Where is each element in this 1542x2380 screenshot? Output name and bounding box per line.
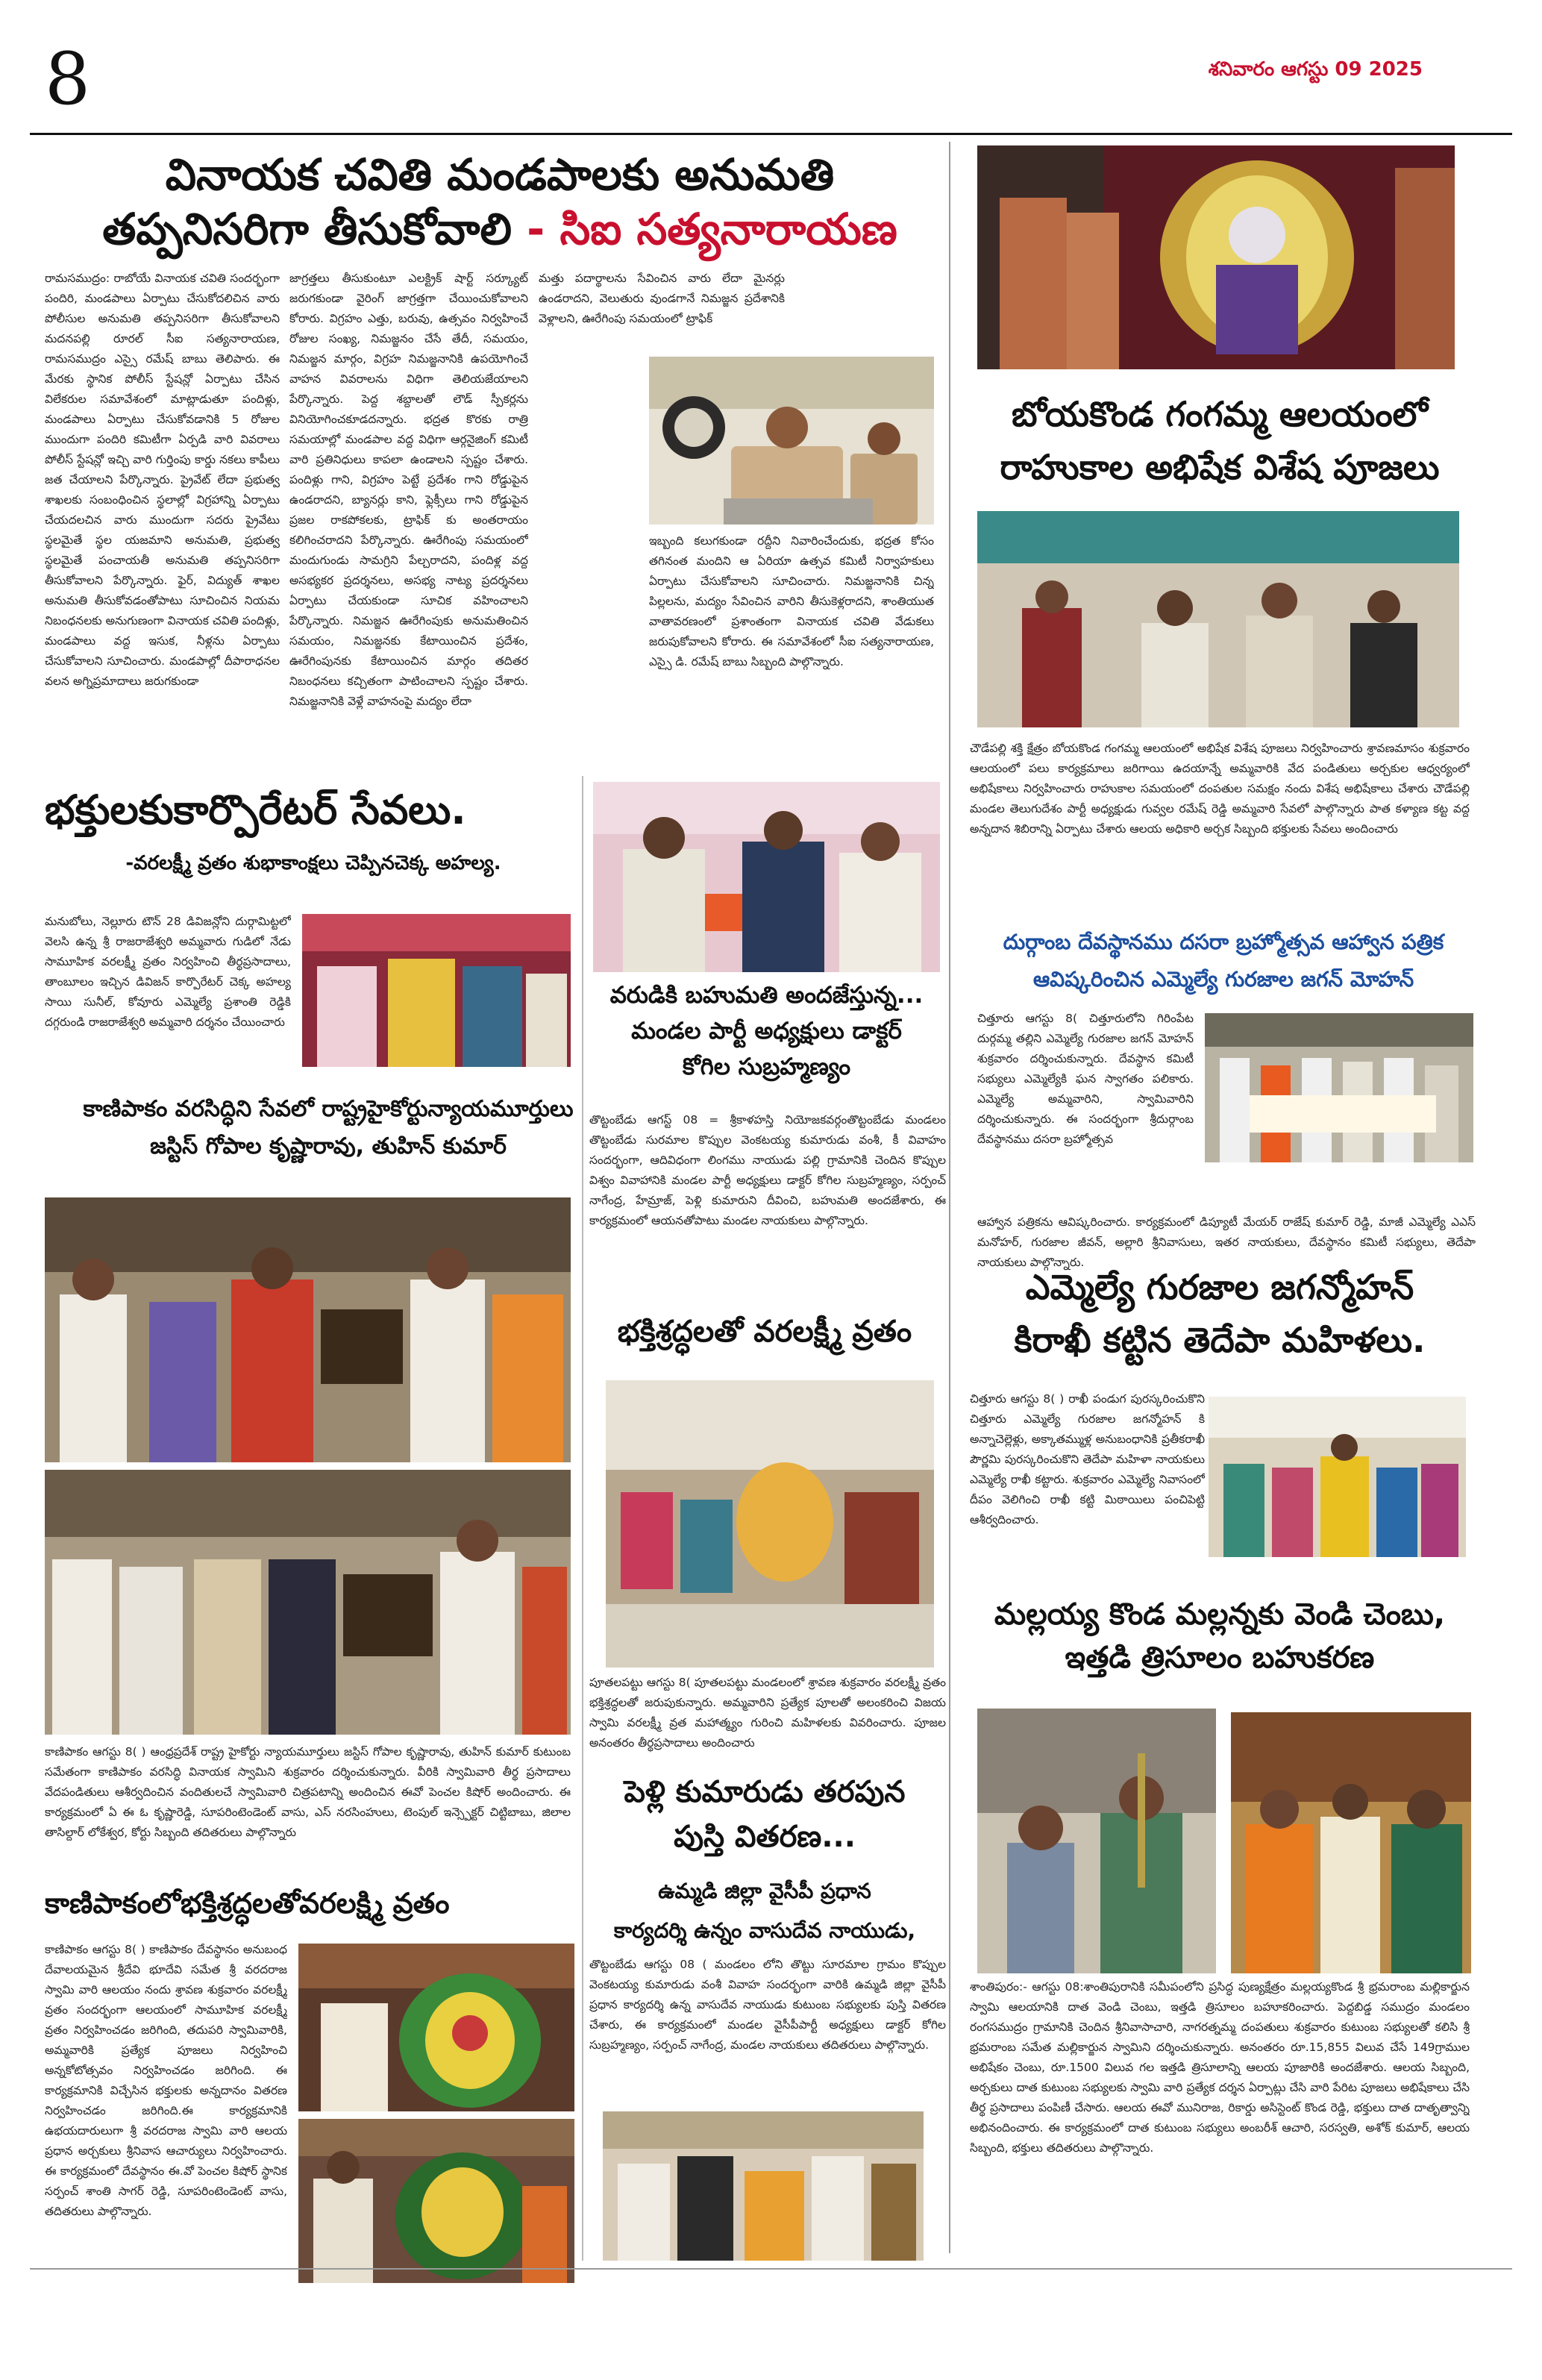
art1-column-3-bottom: ఇబ్బంది కలుగకుండా రద్దీని నివారించేందుకు, భద్రత కోసం తగినంత మందిని ఆ ఏరియా ఉత్సవ కమిటీ నిర్వాహకులు ఏర్పాటు చేసుకోవాలని సూచించారు. నిమజ్జనానికి చిన్న పిల్లలను, మద్యం సేవించిన వారిని తీసుకెళ్లరాదని, శాంతియుత వాతావరణంలో ప్రశాంతంగా వినాయక చవితి వేడుకలు జరుపుకోవాలని కోరారు. ఈ సమావేశంలో సీఐ సత్యనారాయణ, ఎస్సై డి. రమేష్ బాబు సిబ్బంది పాల్గొన్నారు. — [649, 534, 934, 668]
art4-body: చిత్తూరు ఆగస్టు 8( ) రాఖీ పండుగ పురస్కరించుకొని చిత్తూరు ఎమ్మెల్యే గురజాల జగన్మోహన్ కి అన్నాచెల్లెళ్లు, అక్కాతమ్ముళ్ల అనుబంధానికి ప్రతీకరాఖీ పౌర్ణమి పురస్కరించుకొని తెదేపా మహిళా నాయకులు ఎమ్మెల్యే రాఖీ కట్టారు. శుక్రవారం ఎమ్మెల్యే నివాసంలో దీపం వెలిగించి రాఖీ కట్టి మిఠాయిలు పంచిపెట్టి ఆశీర్వదించారు. — [970, 1392, 1205, 1526]
art6-body: మనుబోలు, నెల్లూరు టౌన్ 28 డివిజన్లోని దుర్గామిట్టలో వెలసి ఉన్న శ్రీ రాజరాజేశ్వరి అమ్మవారు గుడిలో నేడు సామూహిక వరలక్ష్మీ వ్రతం నిర్వహించి తీర్థప్రసాదాలు, తాంబూలం ఇచ్చిన డివిజన్ కార్పొరేటర్ చెక్క అహల్య సాయి సునీల్, కోవూరు ఎమ్మెల్యే ప్రశాంతి రెడ్డికి దగ్గరుండి రాజరాజేశ్వరి అమ్మవారి దర్శనం చేయించారు — [45, 915, 291, 1029]
art8-body: కాణిపాకం ఆగస్టు 8( ) కాణిపాకం దేవస్థానం అనుబంధ దేవాలయమైన శ్రీదేవి భూదేవి సమేత శ్రీ వరదరాజ స్వామి వారి ఆలయం నందు శ్రావణ శుక్రవారం వరలక్ష్మీ వ్రతం సందర్భంగా ఆలయంలో సామూహిక వరలక్ష్మీ వ్రతం నిర్వహించడం జరిగింది, తదుపరి స్వామివారికి, అమ్మవారికి ప్రత్యేక పూజలు నిర్వహించి అన్నకోటోత్సవం నిర్వహించడం జరిగింది. ఈ కార్యక్రమానికి విచ్చేసిన భక్తులకు అన్నదానం వితరణ నిర్వహించడం జరిగింది.ఈ కార్యక్రమానికి ఉభయదారులుగా శ్రీ వరదరాజ స్వామి వారి ఆలయ ప్రధాన అర్చకులు శ్రీనివాస ఆచార్యులు నిర్వహించారు. ఈ కార్యక్రమంలో దేవస్థానం ఈ.వో పెంచల కిషోర్ స్థానిక సర్పంచ్ శాంతి సాగర్ రెడ్డి, సూపరింటెండెంట్ వాసు, తదితరులు పాల్గొన్నారు. — [45, 1943, 287, 2218]
art8-photo-vratham-1 — [298, 1944, 574, 2111]
art10-body: పూతలపట్టు ఆగస్టు 8( పూతలపట్టు మండలంలో శ్రావణ శుక్రవారం వరలక్ష్మీ వ్రతం భక్తిశ్రద్ధలతో జరుపుకున్నారు. అమ్మవారిని ప్రత్యేక పూలతో అలంకరించి విజయ స్వామి వరలక్ష్మీ వ్రత మహాత్మ్యం గురించి మహిళలకు వివరించారు. పూజల అనంతరం తీర్థప్రసాదాలు అందించారు — [589, 1676, 946, 1750]
art1-photo-police — [649, 357, 934, 524]
art1-column-2: జాగ్రత్తలు తీసుకుంటూ ఎలక్ట్రిక్ షార్ట్ సర్క్యూట్ జరుగకుండా వైరింగ్ జాగ్రత్తగా చేయించుకోవాలని కోరారు. విగ్రహం ఎత్తు, బరువు, ఉత్సవం నిర్వహించే రోజుల సంఖ్య, నిమజ్జనం చేసే తేదీ, సమయం, నిమజ్జన మార్గం, విగ్రహ నిమజ్జనానికి ఉపయోగించే వాహన వివరాలను విధిగా తెలియజేయాలని పేర్కొన్నారు. పెద్ద శబ్దాలతో లౌడ్ స్పీకర్లను వినియోగించకూడదన్నారు. భద్రత కొరకు రాత్రి సమయాల్లో మండపాల వద్ద విధిగా ఆర్గనైజింగ్ కమిటీ వారి ప్రతినిధులు కాపలా ఉండాలని స్పష్టం చేశారు. పందిళ్లు గాని, విగ్రహం పెట్టే ప్రదేశం గాని రోడ్డుపైన ఉండరాదని, బ్యానర్లు కాని, ఫ్లెక్సీలు గాని రోడ్డుపైన ప్రజల రాకపోకలకు, ట్రాఫిక్ కు అంతరాయం కలిగించరాదని పేర్కొన్నారు. ఊరేగింపు సమయంలో మందుగుండు సామగ్రిని పేల్చరాదని, పందిళ్ల వద్ద అసభ్యకర ప్రదర్శనలు, అసభ్య నాట్య ప్రదర్శనలు ఏర్పాటు చేయకుండా సూచిక వహించాలని పేర్కొన్నారు. నిమజ్జన ఊరేగింపుకు అనుమతించిన సమయం, నిమజ్జనకు కేటాయించిన ప్రదేశం, ఊరేగింపునకు కేటాయించిన మార్గం తదితర నిబంధనలు కచ్చితంగా పాటించాలని స్పష్టం చేశారు. నిమజ్జనానికి వెళ్లే వాహనంపై మద్యం లేదా — [289, 272, 528, 708]
art4-headline: ఎమ్మెల్యే గురజాల జగన్మోహన్ కిరాఖీ కట్టిన తెదేపా మహిళలు. — [1014, 1267, 1426, 1361]
column-divider — [949, 142, 950, 2253]
art8-photo-vratham-2 — [298, 2119, 574, 2283]
art7-headline: కాణిపాకం వరసిద్ధిని సేవలో రాష్ట్రహైకోర్టున్యాయమూర్తులు జస్టిస్ గోపాల కృష్ణారావు, తుహిన్ కుమార్ — [83, 1096, 574, 1159]
art3-body-left: చిత్తూరు ఆగస్టు 8( చిత్తూరులోని గిరింపేట దుర్గమ్మ తల్లిని ఎమ్మెల్యే గురజాల జగన్ మోహన్ శుక్రవారం దర్శించుకున్నారు. దేవస్థాన కమిటీ సభ్యులు ఎమ్మెల్యేకి ఘన స్వాగతం పలికారు. ఎమ్మెల్యే అమ్మవారిని, స్వామివారిని దర్శించుకున్నారు. ఈ సందర్భంగా శ్రీదుర్గాంబ దేవస్థానము దసరా బ్రహ్మోత్సవ — [977, 1012, 1194, 1146]
art5-photo-donors — [1231, 1712, 1471, 1973]
art9-photo-gift — [593, 782, 940, 972]
art2-photo-devotees — [977, 511, 1459, 727]
art6-photo-temple — [302, 914, 571, 1067]
art9-body: తొట్టంబేడు ఆగస్ట్ 08 = శ్రీకాళహస్తి నియోజకవర్గంతొట్టంబేడు మండలం తొట్టంబేడు సురమాల కొప్పుల వెంకటయ్య కుమారుడు వంశీ, కీ వివాహం సందర్భంగా, ఆదివిధంగా లింగము నాయుడు పల్లి గ్రామానికి చెందిన కొప్పుల విశ్వం వివాహానికి మండల పార్టీ అధ్యక్షులు డాక్టర్ కోగిల సుబ్రహ్మణ్యం, సర్పంచ్ నాగేంద్ర, హేమ్రాజ్, పెళ్లి కుమారుని దీవించి, బహుమతి అందజేశారు, ఈ కార్యక్రమంలో ఆయనతోపాటు మండల నాయకులు పాల్గొన్నారు. — [589, 1113, 946, 1227]
art10-headline: భక్తిశ్రద్ధలతో వరలక్ష్మీ వ్రతం — [617, 1315, 912, 1349]
footer-rule — [30, 2268, 1512, 2270]
masthead-rule — [30, 133, 1512, 135]
art11-body: తొట్టంబేడు ఆగస్టు 08 ( మండలం లోని తొట్టు సూరమాల గ్రామం కొప్పుల వెంకటయ్య కుమారుడు వంశీ వివాహ సందర్భంగా వారికి ఉమ్మడి జిల్లా వైసీపీ ప్రధాన కార్యదర్శి ఉన్న వాసుదేవ నాయుడు కుటుంబ సభ్యులకు పుస్తి వితరణ చేశారు, ఈ కార్యక్రమంలో మండల వైసీపీపార్టీ అధ్యక్షులు డాక్టర్ కోగిల సుబ్రహ్మణ్యం, సర్పంచ్ నాగేంద్ర, మండల నాయకులు తదితరులు పాల్గొన్నారు. — [589, 1958, 946, 2052]
page-number: 8 — [45, 37, 91, 121]
art5-body: శాంతిపురం:- ఆగస్టు 08:శాంతిపురానికి సమీపంలోని ప్రసిద్ధ పుణ్యక్షేత్రం మల్లయ్యకొండ శ్రీ భ్రమరాంబ మల్లికార్జున స్వామి ఆలయానికి దాత వెండి చెంబు, ఇత్తడి త్రిసూలం బహూకరించారు. పెద్దబిడ్డ సముద్రం మండలం రంగసముద్రం గ్రామానికి చెందిన శ్రీనివాసాచారి, నాగరత్నమ్మ దంపతులు శుక్రవారం కుటుంబ సభ్యులతో కలిసి శ్రీ భ్రమరాంబ సమేత మల్లికార్జున స్వామిని దర్శించుకున్నారు. అనంతరం రూ.15,855 విలువ చేసే 149గ్రాముల అభిషేకం చెంబు, రూ.1500 విలువ గల ఇత్తడి త్రిసూలాన్ని ఆలయ పూజారికి అందజేశారు. ఆలయ సిబ్బంది, అర్చకులు దాత కుటుంబ సభ్యులకు స్వామి వారి ప్రత్యేక దర్శన ఏర్పాట్లు చేసి వారి పేరిట పూజలు అభిషేకాలు చేసి తీర్థ ప్రసాదాలు పంపిణీ చేసారు. ఆలయ ఈవో మునిరాజ, రికార్డు అసిస్టెంట్ కొండ రెడ్డి, భక్తులు దాత దాతృత్వాన్ని అభినందించారు. ఈ కార్యక్రమంలో దాత కుటుంబ సభ్యులు అంబరీశ్ ఆచారి, సరస్వతి, అశోక్ కుమార్, ఆలయ సిబ్బంది, భక్తులు తదితరులు పాల్గొన్నారు. — [970, 1980, 1470, 2155]
art1-column-1: రామసముద్రం: రాబోయే వినాయక చవితి సందర్భంగా పందిరి, మండపాలు ఏర్పాటు చేసుకోదలిచిన వారు పోలీసుల అనుమతి తప్పనిసరిగా తీసుకోవాలని మదనపల్లి రూరల్ సీఐ సత్యనారాయణ, రామసముద్రం ఎస్సై రమేష్ బాబు తెలిపారు. ఈ మేరకు స్థానిక పోలీస్ స్టేషన్లో ఏర్పాటు చేసిన విలేకరుల సమావేశంలో మాట్లాడుతూ పందిళ్లు, మండపాలు ఏర్పాటు చేసుకోవడానికి 5 రోజుల ముందుగా పందిరి కమిటీగా ఏర్పడి వారి వివరాలు పోలీస్ స్టేషన్లో ఇచ్చి వారి గుర్తింపు కార్డు నకలు కాపీలు జత చేయాలని పేర్కొన్నారు. ప్రైవేట్ లేదా ప్రభుత్వ శాఖలకు సంబంధించిన స్థలాల్లో విగ్రహాన్ని ఏర్పాటు చేయదలచిన వారు ముందుగా సదరు ప్రైవేటు స్థలమైతే స్థల యజమాని అనుమతి, ప్రభుత్వ స్థలమైతే పంచాయతీ అనుమతి తప్పనిసరిగా తీసుకోవాలని పేర్కొన్నారు. ఫైర్, విద్యుత్ శాఖల అనుమతి తీసుకోవడంతోపాటు సూచించిన నియమ నిబంధనలకు అనుగుణంగా వినాయక చవితి పందిళ్లు, మండపాలు వద్ద ఇసుక, నీళ్లను ఏర్పాటు చేసుకోవాలని సూచించారు. మండపాల్లో దీపారాధనల వలన అగ్నిప్రమాదాలు జరుగకుండా — [45, 272, 280, 688]
art4-photo-rakhi — [1209, 1397, 1466, 1557]
art1-headline: వినాయక చవితి మండపాలకు అనుమతి తప్పనిసరిగా తీసుకోవాలి - సిఐ సత్యనారాయణ — [102, 149, 897, 254]
art6-subhead: -వరలక్ష్మీ వ్రతం శుభాకాంక్షలు చెప్పినచెక్క అహల్య. — [125, 852, 501, 874]
art3-photo-invitation — [1205, 1013, 1473, 1162]
art6-headline: భక్తులకుకార్పొరేటర్ సేవలు. — [45, 786, 466, 833]
art11-headline: పెళ్లి కుమారుడు తరపున పుస్తి వితరణ... — [624, 1775, 906, 1854]
art8-headline: కాణిపాకంలోభక్తిశ్రద్ధలతోవరలక్ష్మి వ్రతం — [45, 1887, 450, 1920]
art2-body: చౌడేపల్లి శక్తి క్షేత్రం బోయకొండ గంగమ్మ ఆలయంలో అభిషేక విశేష పూజలు నిర్వహించారు శ్రావణమాసం శుక్రవారం ఆలయంలో పలు కార్యక్రమాలు జరిగాయి ఉదయాన్నే అమ్మవారికి వేద పండితులు అర్చకుల ఆధ్వర్యంలో అభిషేకాలు నిర్వహించారు రాహుకాల సమయంలో దంపతుల సమక్షం నందు విశేష అభిషేకాలు చేశారు చౌడేపల్లి మండల తెలుగుదేశం పార్టీ అధ్యక్షుడు గువ్వల రమేష్ రెడ్డి అమ్మవారి సేవలో పాల్గొన్నారు పాత కళ్యాణ కట్ట వద్ద అన్నదాన శిబిరాన్ని ఏర్పాటు చేశారు ఆలయ అధికారి అర్చక సిబ్బంది భక్తులకు సేవలు అందించారు — [970, 742, 1470, 836]
art7-photo-judges-2 — [45, 1470, 571, 1735]
issue-date: శనివారం ఆగస్టు 09 2025 — [1208, 58, 1423, 81]
art1-column-3-top: మత్తు పదార్థాలను సేవించిన వారు లేదా మైనర్లు ఉండరాదని, వెలుతురు వుండగానే నిమజ్జన ప్రదేశానికి వెళ్లాలని, ఊరేగింపు సమయంలో ట్రాఫిక్ — [539, 272, 785, 325]
art7-photo-judges-1 — [45, 1197, 571, 1462]
art2-headline: బోయకొండ గంగమ్మ ఆలయంలో రాహుకాల అభిషేక విశేష పూజలు — [1000, 394, 1440, 488]
art9-headline: వరుడికి బహుమతి అందజేస్తున్న... మండల పార్టీ అధ్యక్షులు డాక్టర్ కోగిల సుబ్రహ్మణ్యం — [609, 982, 924, 1081]
art5-photo-children — [977, 1709, 1216, 1973]
art5-headline: మల్లయ్య కొండ మల్లన్నకు వెండి చెంబు, ఇత్తడి త్రిసూలం బహుకరణ — [994, 1597, 1446, 1675]
art10-photo-vratham — [606, 1380, 934, 1667]
art2-photo-temple — [977, 145, 1455, 369]
art11-photo-wedding — [603, 2111, 924, 2261]
art3-headline: దుర్గాంబ దేవస్థానము దసరా బ్రహ్మోత్సవ ఆహ్వాన పత్రిక ఆవిష్కరించిన ఎమ్మెల్యే గురజాల జగన్ మోహన్ — [1003, 930, 1444, 992]
badge-icon — [674, 408, 713, 447]
art7-body: కాణిపాకం ఆగస్టు 8( ) ఆంధ్రప్రదేశ్ రాష్ట్ర హైకోర్టు న్యాయమూర్తులు జస్టిస్ గోపాల కృష్ణారావు, తుహిన్ కుమార్ కుటుంబ సమేతంగా కాణిపాకం వరసిద్ధి వినాయక స్వామిని శుక్రవారం దర్శించుకున్నారు. వీరికి స్వామివారి తీర్థ ప్రసాదాలు వేదపండితులు ఆశీర్వదించిన వందితులచే స్వామివారి చిత్రపటాన్ని అందించిన ఈవో పెంచల కిషోర్ అందించారు. ఈ కార్యక్రమంలో ఏ ఈ ఓ కృష్ణారెడ్డి, సూపరింటెండెంట్ వాసు, ఎస్ నరసింహులు, టెంపుల్ ఇన్స్పెక్టర్ చిట్టిబాబు, జిలాల తాసిల్దార్ లోకేశ్వర, కోర్టు సిబ్బంది తదితరులు పాల్గొన్నారు — [45, 1745, 571, 1839]
art11-subhead: ఉమ్మడి జిల్లా వైసీపీ ప్రధాన కార్యదర్శి ఉన్నం వాసుదేవ నాయుడు, — [613, 1879, 916, 1944]
art3-body-full: ఆహ్వాన పత్రికను ఆవిష్కరించారు. కార్యక్రమంలో డిప్యూటీ మేయర్ రాజేష్ కుమార్ రెడ్డి, మాజీ ఎమ్మెల్యే ఎఎస్ మనోహర్, గురజాల జీవన్, అల్లారి శ్రీనివాసులు, ఇతర నాయకులు, దేవస్థానం కమిటీ సభ్యులు, తెదేపా నాయకులు పాల్గొన్నారు. — [977, 1215, 1476, 1269]
center-divider — [582, 776, 583, 2261]
